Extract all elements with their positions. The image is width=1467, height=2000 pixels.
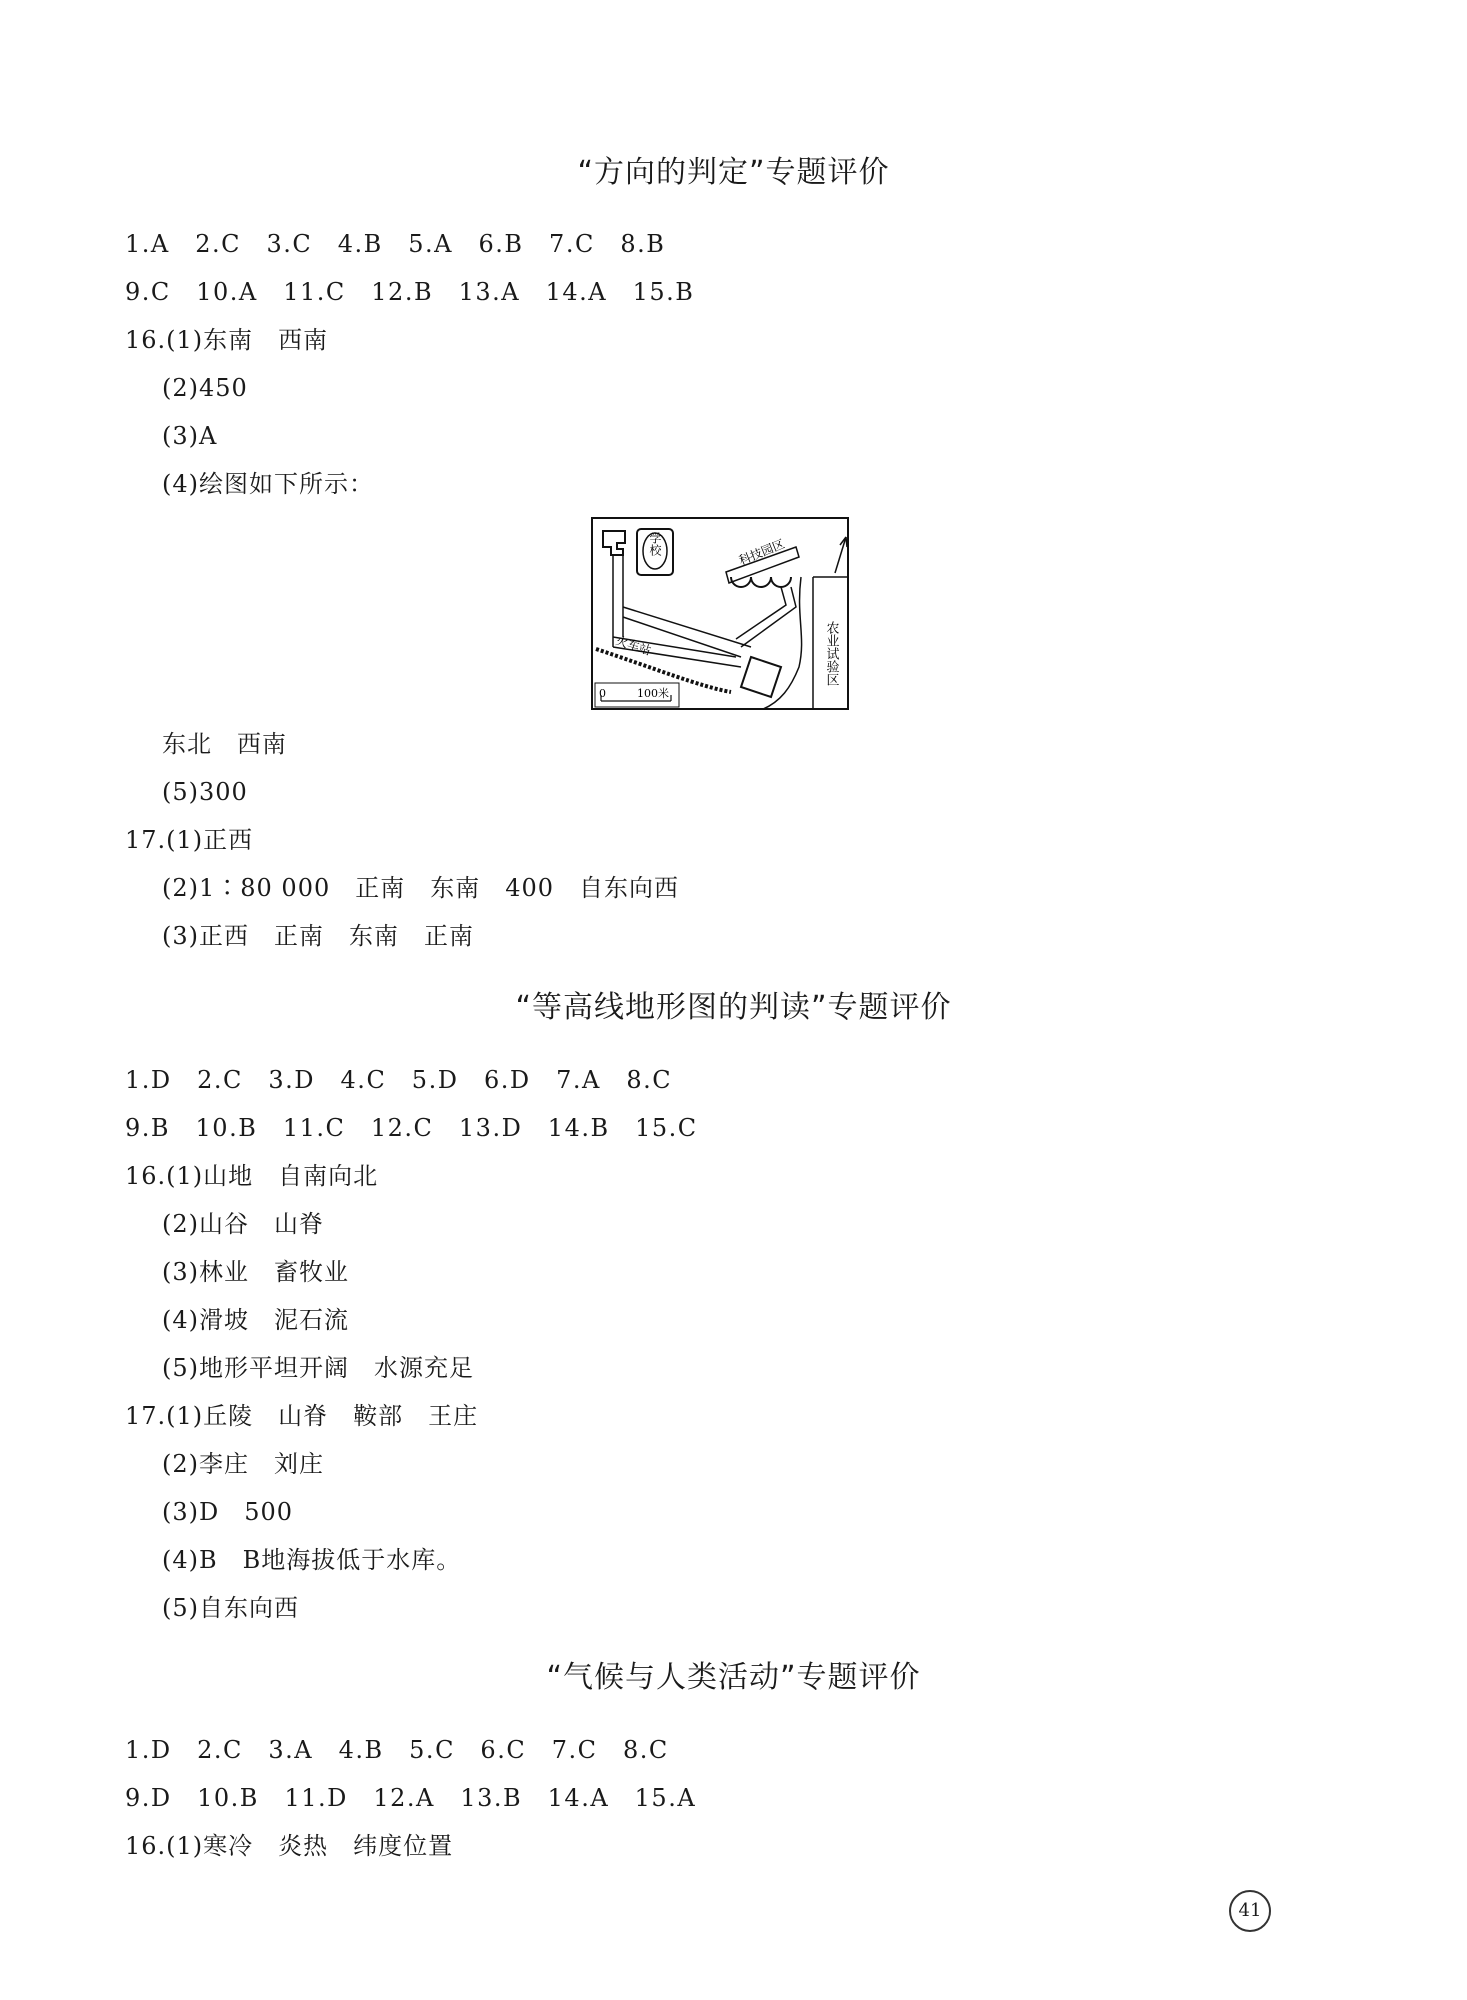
answer-line: 17.(1)正西 — [125, 826, 254, 854]
answer-line: 16.(1)东南 西南 — [125, 326, 329, 354]
school-label: 学校 — [648, 532, 662, 556]
answer-line: (5)地形平坦开阔 水源充足 — [162, 1354, 474, 1382]
answer-line: 16.(1)寒冷 炎热 纬度位置 — [125, 1832, 454, 1860]
page-number: 41 — [1229, 1890, 1271, 1932]
answer-line: 9.C 10.A 11.C 12.B 13.A 14.A 15.B — [125, 278, 695, 306]
answer-line: (4)B B地海拔低于水库。 — [162, 1546, 462, 1574]
answer-line: 17.(1)丘陵 山脊 鞍部 王庄 — [125, 1402, 479, 1430]
answer-line: (2)李庄 刘庄 — [162, 1450, 324, 1478]
answer-line: (2)1∶80 000 正南 东南 400 自东向西 — [162, 874, 680, 902]
answer-line: (3)A — [162, 422, 218, 450]
section-title-contour: “等高线地形图的判读”专题评价 — [515, 990, 952, 1025]
answer-line: (2)450 — [162, 374, 248, 402]
answer-line: (4)绘图如下所示： — [162, 470, 374, 498]
answer-line: 1.A 2.C 3.C 4.B 5.A 6.B 7.C 8.B — [125, 230, 666, 258]
answer-line: (5)自东向西 — [162, 1594, 299, 1622]
answer-line: (4)滑坡 泥石流 — [162, 1306, 349, 1334]
answer-line: 9.B 10.B 11.C 12.C 13.D 14.B 15.C — [125, 1114, 698, 1142]
answer-line: 16.(1)山地 自南向北 — [125, 1162, 379, 1190]
answer-line: 东北 西南 — [162, 730, 287, 758]
scale-zero: 0 — [599, 687, 606, 700]
answer-line: (3)正西 正南 东南 正南 — [162, 922, 474, 950]
tech-park-label: 科技园区 — [736, 536, 787, 568]
train-station-label: 火车站 — [614, 633, 653, 658]
section-title-climate: “气候与人类活动”专题评价 — [546, 1660, 921, 1695]
scale-distance: 100米 — [637, 687, 669, 700]
map-figure — [591, 517, 849, 710]
answer-line: (2)山谷 山脊 — [162, 1210, 324, 1238]
answer-line: 1.D 2.C 3.A 4.B 5.C 6.C 7.C 8.C — [125, 1736, 669, 1764]
answer-line: 9.D 10.B 11.D 12.A 13.B 14.A 15.A — [125, 1784, 697, 1812]
answer-line: (5)300 — [162, 778, 248, 806]
answer-line: 1.D 2.C 3.D 4.C 5.D 6.D 7.A 8.C — [125, 1066, 673, 1094]
section-title-direction: “方向的判定”专题评价 — [577, 155, 890, 190]
answer-line: (3)D 500 — [162, 1498, 294, 1526]
agri-zone-label: 农业试验区 — [823, 621, 839, 686]
answer-line: (3)林业 畜牧业 — [162, 1258, 349, 1286]
